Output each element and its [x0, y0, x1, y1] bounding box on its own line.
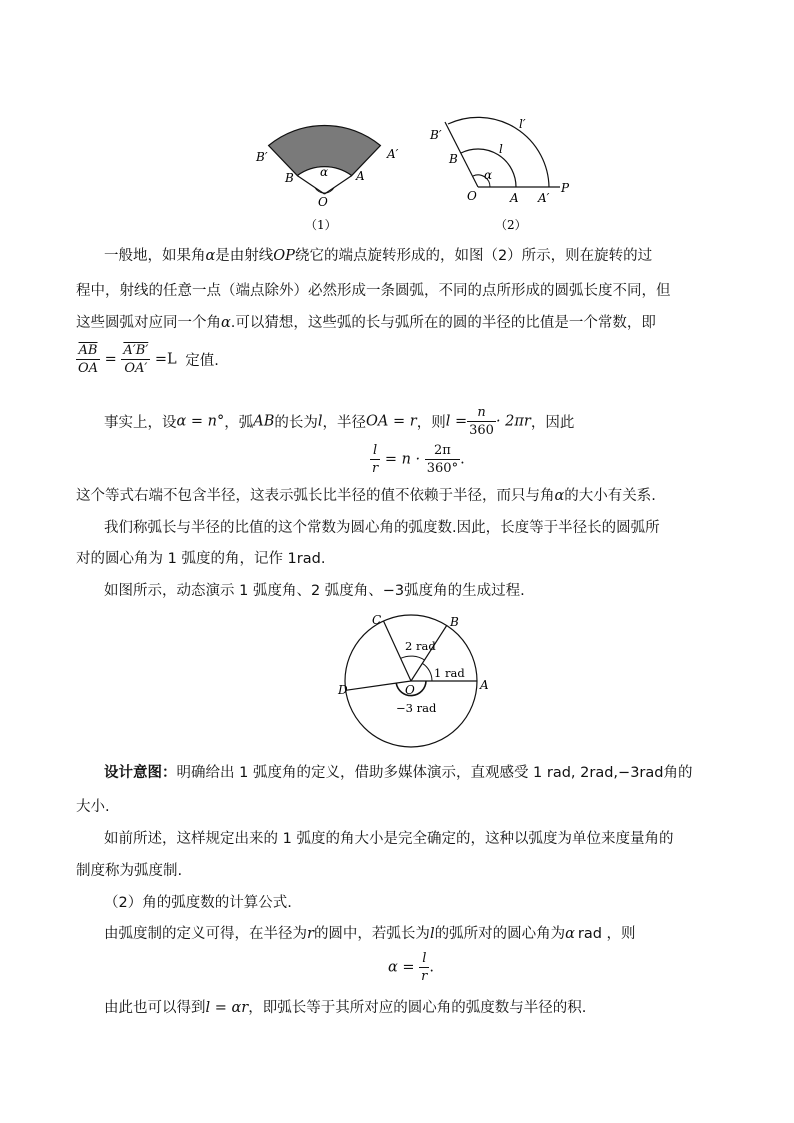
- caption-1: （1）: [305, 218, 337, 232]
- para9-line: 由此也可以得到l = αr，即弧长等于其所对应的圆心角的弧度数与半径的积.: [104, 1000, 587, 1016]
- label-alpha: α: [320, 165, 329, 179]
- caption-2: （2）: [495, 218, 527, 232]
- alpha-symbol: α: [205, 248, 216, 264]
- label-a: A: [356, 169, 365, 183]
- label-b-prime: B′: [256, 150, 268, 164]
- para1-line3: 这些圆弧对应同一个角α.可以猜想，这些弧的长与弧所在的圆的半径的比值是一个常数，即: [76, 315, 656, 331]
- label-b: B: [450, 615, 459, 629]
- para7-line: （2）角的弧度数的计算公式.: [104, 895, 292, 911]
- label-a-prime: A′: [538, 191, 550, 205]
- angle-arc: [315, 188, 334, 193]
- label-c: C: [372, 613, 382, 627]
- ratio-formula: $\frac{\overline{AB}}{OA}$ = $\frac{A'B'}{OA'}$ =L 定值.: [78, 343, 219, 376]
- formula-2: $\frac{l}{r}$ = n · $\frac{2\pi}{360^\circ}$ .: [372, 443, 465, 476]
- label-b-prime: B′: [430, 128, 442, 142]
- figure-2-arcs: [425, 108, 575, 233]
- para4-line1: 我们称弧长与半径的比值的这个常数为圆心角的弧度数.因此，长度等于半径长的圆弧所: [104, 520, 660, 536]
- label-o: O: [405, 683, 415, 697]
- label-b: B: [285, 171, 294, 185]
- design-line2: 大小.: [76, 799, 110, 815]
- radius-od: [346, 681, 411, 690]
- para3-line: 这个等式右端不包含半径，这表示弧长比半径的值不依赖于半径，而只与角α的大小有关系.: [76, 488, 656, 504]
- label-1rad: 1 rad: [434, 666, 465, 680]
- label-o: O: [318, 195, 328, 209]
- arc-2rad: [401, 656, 425, 660]
- label-l: l: [499, 142, 503, 156]
- design-title: 设计意图：: [104, 765, 177, 781]
- para2-line: 事实上，设α = n°，弧AB的长为l，半径OA = r，则l = $\frac{n}{360}$ · 2πr，因此: [104, 405, 575, 438]
- para8-line: 由弧度制的定义可得，在半径为r的圆中，若弧长为l的弧所对的圆心角为α rad ，则: [104, 926, 636, 942]
- para5-line: 如图所示，动态演示 1 弧度角、2 弧度角、−3弧度角的生成过程.: [104, 583, 525, 599]
- para1-line2: 程中，射线的任意一点（端点除外）必然形成一条圆弧，不同的点所形成的圆弧长度不同，但: [76, 283, 671, 299]
- para1-line1: 一般地，如果角α是由射线OP绕它的端点旋转形成的，如图（2）所示，则在旋转的过: [104, 248, 653, 264]
- design-line1: 设计意图：明确给出 1 弧度角的定义，借助多媒体演示，直观感受 1 rad, 2rad,−3rad角的: [104, 765, 693, 781]
- para6-line2: 制度称为弧度制.: [76, 863, 183, 879]
- label-alpha: α: [484, 168, 493, 182]
- label-l-prime: l′: [519, 117, 526, 131]
- label-a-prime: A′: [387, 147, 399, 161]
- arc-1rad: [422, 663, 432, 681]
- label-a: A: [510, 191, 519, 205]
- figure-3-radian-circle: [330, 610, 500, 750]
- figure-1-sector: [250, 108, 420, 233]
- para4-line2: 对的圆心角为 1 弧度的角，记作 1rad.: [76, 551, 326, 567]
- ray-oa: [325, 176, 352, 194]
- label-a: A: [480, 678, 489, 692]
- para6-line1: 如前所述，这样规定出来的 1 弧度的角大小是完全确定的，这种以弧度为单位来度量角的: [104, 831, 674, 847]
- label-p: P: [561, 181, 570, 195]
- label-2rad: 2 rad: [405, 639, 436, 653]
- label-minus3rad: −3 rad: [396, 701, 437, 715]
- label-o: O: [467, 189, 477, 203]
- formula-3: α = $\frac{l}{r}$ .: [388, 951, 434, 984]
- label-b: B: [449, 152, 458, 166]
- label-d: D: [338, 683, 348, 697]
